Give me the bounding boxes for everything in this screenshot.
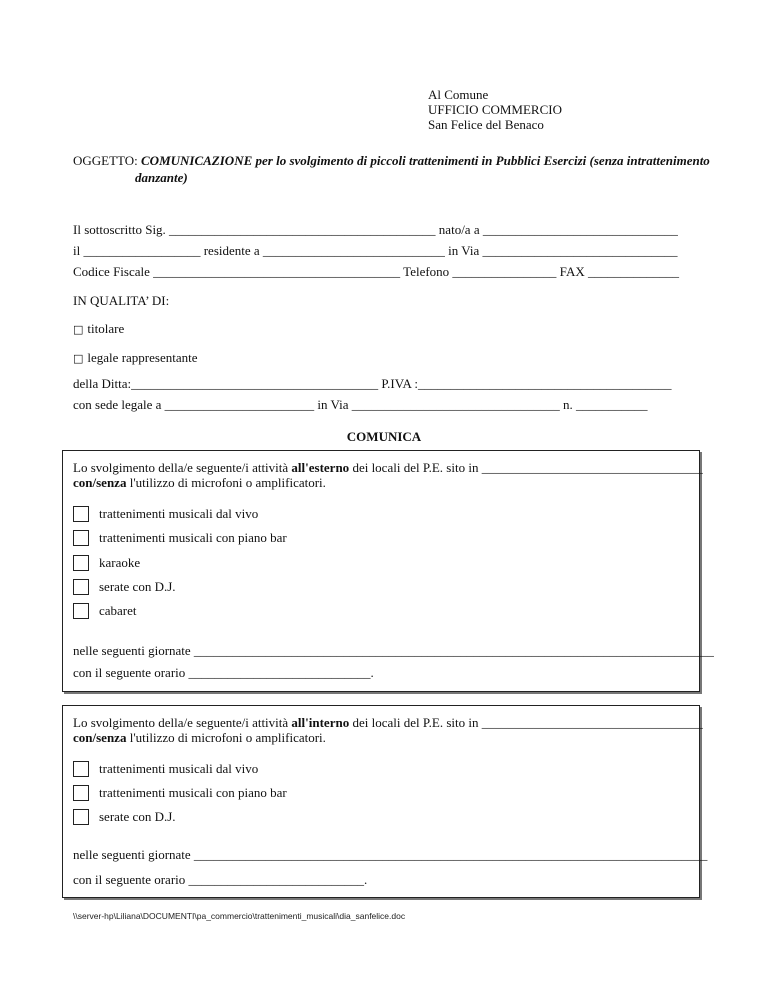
intro-location-bold: all'esterno	[291, 460, 350, 475]
activity-option[interactable]	[73, 555, 140, 573]
checkbox[interactable]	[73, 785, 89, 801]
checkbox[interactable]	[73, 579, 89, 595]
activity-label: trattenimenti musicali dal vivo	[99, 506, 259, 521]
qualita-option-titolare[interactable]	[73, 321, 124, 337]
activity-option[interactable]	[73, 809, 176, 827]
applicant-fiscal-line[interactable]: Codice Fiscale ______________________________________ Telefono ________________ FAX ______________	[73, 264, 679, 279]
activity-label: serate con D.J.	[99, 579, 176, 594]
intro-location-bold: all'interno	[291, 715, 350, 730]
comunica-title: COMUNICA	[346, 429, 422, 444]
section-internal	[62, 705, 708, 898]
recipient-line-1: Al Comune	[428, 87, 489, 102]
intro-text: Lo svolgimento della/e seguente/i attività	[73, 715, 292, 730]
qualita-option-label: titolare	[87, 321, 125, 336]
intro-mic-text: l'utilizzo di microfoni o amplificatori.	[126, 475, 326, 490]
activity-option[interactable]	[73, 603, 137, 621]
checkbox[interactable]	[73, 530, 89, 546]
qualita-option-legale[interactable]	[73, 350, 197, 366]
orario-field[interactable]: con il seguente orario ___________________________.	[73, 872, 368, 887]
checkbox[interactable]	[73, 603, 89, 619]
activity-label: trattenimenti musicali con piano bar	[99, 530, 287, 545]
giornate-field[interactable]: nelle seguenti giornate _______________________________________________________________________________	[73, 847, 708, 862]
intro-site-field[interactable]: dei locali del P.E. sito in __________________________________	[349, 460, 703, 475]
recipient-line-3: San Felice del Benaco	[428, 117, 544, 132]
section-external-intro	[73, 460, 703, 490]
section-internal-intro	[73, 715, 703, 745]
checkbox[interactable]	[73, 809, 89, 825]
company-address-line[interactable]: con sede legale a _______________________ in Via ________________________________ n. ___________	[73, 397, 648, 412]
activity-label: trattenimenti musicali con piano bar	[99, 785, 287, 800]
checkbox-icon[interactable]: □	[73, 323, 84, 336]
intro-mic-bold: con/senza	[73, 475, 127, 490]
applicant-name-line[interactable]: Il sottoscritto Sig. _________________________________________ nato/a a ______________________________	[73, 222, 678, 237]
giornate-field[interactable]: nelle seguenti giornate ________________________________________________________________________________	[73, 643, 714, 658]
applicant-residence-line[interactable]: il __________________ residente a ____________________________ in Via ______________________________	[73, 243, 678, 258]
recipient-line-2: UFFICIO COMMERCIO	[428, 102, 562, 117]
checkbox[interactable]	[73, 761, 89, 777]
intro-mic-bold: con/senza	[73, 730, 127, 745]
qualita-option-label: legale rappresentante	[87, 350, 198, 365]
activity-label: trattenimenti musicali dal vivo	[99, 761, 259, 776]
checkbox-icon[interactable]: □	[73, 352, 84, 365]
activity-label: karaoke	[99, 555, 141, 570]
oggetto-block	[73, 152, 713, 186]
intro-mic-text: l'utilizzo di microfoni o amplificatori.	[126, 730, 326, 745]
activity-option[interactable]	[73, 579, 176, 597]
intro-site-field[interactable]: dei locali del P.E. sito in __________________________________	[349, 715, 703, 730]
activity-option[interactable]	[73, 530, 287, 548]
intro-text: Lo svolgimento della/e seguente/i attività	[73, 460, 292, 475]
activity-label: cabaret	[99, 603, 137, 618]
activity-option[interactable]	[73, 761, 258, 779]
oggetto-subject: COMUNICAZIONE per lo svolgimento di piccoli trattenimenti in Pubblici Esercizi (senza intrattenimento	[141, 153, 710, 168]
checkbox[interactable]	[73, 555, 89, 571]
activity-label: serate con D.J.	[99, 809, 176, 824]
orario-field[interactable]: con il seguente orario ____________________________.	[73, 665, 374, 680]
footer-file-path: \\server-hp\Liliana\DOCUMENTI\pa_commercio\trattenimenti_musicali\dia_sanfelice.doc	[73, 911, 406, 921]
activity-option[interactable]	[73, 506, 258, 524]
qualita-header: IN QUALITA’ DI:	[73, 293, 170, 308]
checkbox[interactable]	[73, 506, 89, 522]
oggetto-subject-cont: danzante)	[135, 170, 188, 185]
section-external	[62, 450, 714, 692]
oggetto-label: OGGETTO:	[73, 153, 142, 168]
company-line[interactable]: della Ditta:______________________________________ P.IVA :_______________________________________	[73, 376, 672, 391]
recipient-address	[428, 87, 562, 132]
activity-option[interactable]	[73, 785, 287, 803]
